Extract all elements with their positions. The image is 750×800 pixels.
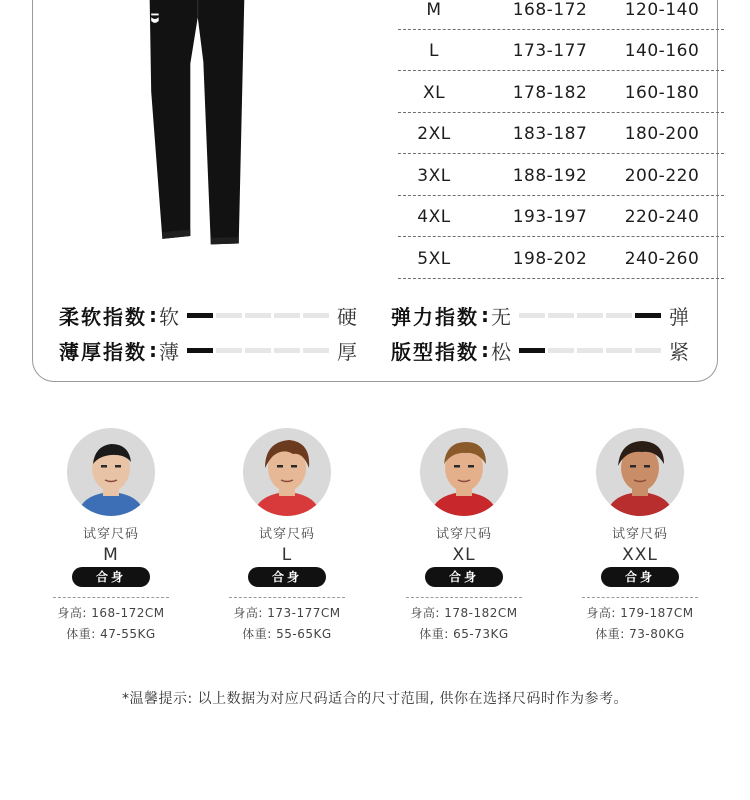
fit-badge: 合身 <box>72 567 150 587</box>
elasticity-scale <box>519 313 661 318</box>
index-colon: : <box>481 338 489 362</box>
index-low-label: 薄 <box>159 339 179 364</box>
size-row <box>398 114 724 154</box>
fit-badge: 合身 <box>248 567 326 587</box>
scale-segment <box>303 348 329 353</box>
scale-segment <box>635 313 661 318</box>
divider <box>582 597 698 598</box>
model-height: 身高: 178-182CM <box>410 606 518 620</box>
index-colon: : <box>149 303 157 327</box>
scale-segment <box>519 313 545 318</box>
try-size-label: 试穿尺码 <box>611 527 668 542</box>
index-colon: : <box>481 303 489 327</box>
fit-badge: 合身 <box>425 567 503 587</box>
elasticity-index <box>391 300 689 330</box>
weight-cell: 120-140 <box>624 0 700 20</box>
index-name: 薄厚指数 <box>59 339 147 364</box>
scale-segment <box>606 313 632 318</box>
height-cell: 168-172 <box>512 0 588 20</box>
model-avatar <box>420 428 508 516</box>
height-cell: 198-202 <box>512 249 588 269</box>
model-weight: 体重: 73-80KG <box>595 627 685 641</box>
try-size-value: L <box>281 545 293 565</box>
try-size-label: 试穿尺码 <box>435 527 492 542</box>
try-size-value: XXL <box>622 545 658 565</box>
scale-segment <box>216 348 242 353</box>
size-row <box>398 239 724 279</box>
height-cell: 173-177 <box>512 41 588 61</box>
scale-segment <box>274 313 300 318</box>
index-name: 弹力指数 <box>391 304 479 329</box>
scale-segment <box>274 348 300 353</box>
model-height: 身高: 168-172CM <box>57 606 165 620</box>
try-size-label: 试穿尺码 <box>258 527 315 542</box>
size-row <box>398 197 724 237</box>
divider <box>53 597 169 598</box>
weight-cell: 160-180 <box>624 83 700 103</box>
size-row <box>398 0 724 30</box>
index-colon: : <box>149 338 157 362</box>
index-name: 版型指数 <box>391 339 479 364</box>
model-card <box>575 428 705 642</box>
size-cell: XL <box>422 83 446 103</box>
pants-product-image <box>133 0 283 250</box>
index-high-label: 厚 <box>337 339 357 364</box>
weight-cell: 180-200 <box>624 124 700 144</box>
try-size-value: M <box>103 545 119 565</box>
divider <box>406 597 522 598</box>
model-card <box>46 428 176 642</box>
size-cell: M <box>426 0 442 20</box>
scale-segment <box>548 348 574 353</box>
thickness-scale <box>187 348 329 353</box>
fit-scale <box>519 348 661 353</box>
index-high-label: 弹 <box>669 304 689 329</box>
index-high-label: 紧 <box>669 339 689 364</box>
weight-cell: 200-220 <box>624 166 700 186</box>
size-tip-note: *温馨提示: 以上数据为对应尺码适合的尺寸范围, 供你在选择尺码时作为参考。 <box>121 691 629 707</box>
thickness-index <box>59 335 357 365</box>
height-cell: 183-187 <box>512 124 588 144</box>
weight-cell: 220-240 <box>624 207 700 227</box>
model-avatar <box>243 428 331 516</box>
model-weight: 体重: 55-65KG <box>242 627 332 641</box>
model-avatar <box>67 428 155 516</box>
index-high-label: 硬 <box>337 304 357 329</box>
index-low-label: 松 <box>491 339 511 364</box>
model-weight: 体重: 65-73KG <box>419 627 509 641</box>
scale-segment <box>635 348 661 353</box>
scale-segment <box>245 313 271 318</box>
divider <box>229 597 345 598</box>
height-cell: 188-192 <box>512 166 588 186</box>
scale-segment <box>606 348 632 353</box>
scale-segment <box>577 313 603 318</box>
scale-segment <box>519 348 545 353</box>
model-card <box>222 428 352 642</box>
scale-segment <box>245 348 271 353</box>
index-low-label: 软 <box>159 304 179 329</box>
index-name: 柔软指数 <box>59 304 147 329</box>
scale-segment <box>577 348 603 353</box>
size-cell: 4XL <box>417 207 451 227</box>
try-size-label: 试穿尺码 <box>82 527 139 542</box>
scale-segment <box>216 313 242 318</box>
scale-segment <box>548 313 574 318</box>
weight-cell: 140-160 <box>624 41 700 61</box>
softness-scale <box>187 313 329 318</box>
size-chart-card <box>32 0 718 382</box>
size-cell: 2XL <box>417 124 451 144</box>
scale-segment <box>303 313 329 318</box>
size-cell: L <box>429 41 439 61</box>
fit-badge: 合身 <box>601 567 679 587</box>
model-height: 身高: 179-187CM <box>586 606 694 620</box>
size-row <box>398 31 724 71</box>
model-avatar <box>596 428 684 516</box>
height-cell: 178-182 <box>512 83 588 103</box>
weight-cell: 240-260 <box>624 249 700 269</box>
scale-segment <box>187 313 213 318</box>
try-size-value: XL <box>452 545 476 565</box>
height-cell: 193-197 <box>512 207 588 227</box>
size-cell: 5XL <box>417 249 451 269</box>
model-card <box>399 428 529 642</box>
model-weight: 体重: 47-55KG <box>66 627 156 641</box>
size-cell: 3XL <box>417 166 451 186</box>
fit-index <box>391 335 689 365</box>
size-row <box>398 73 724 113</box>
softness-index <box>59 300 357 330</box>
index-low-label: 无 <box>491 304 511 329</box>
size-row <box>398 156 724 196</box>
scale-segment <box>187 348 213 353</box>
model-height: 身高: 173-177CM <box>233 606 341 620</box>
